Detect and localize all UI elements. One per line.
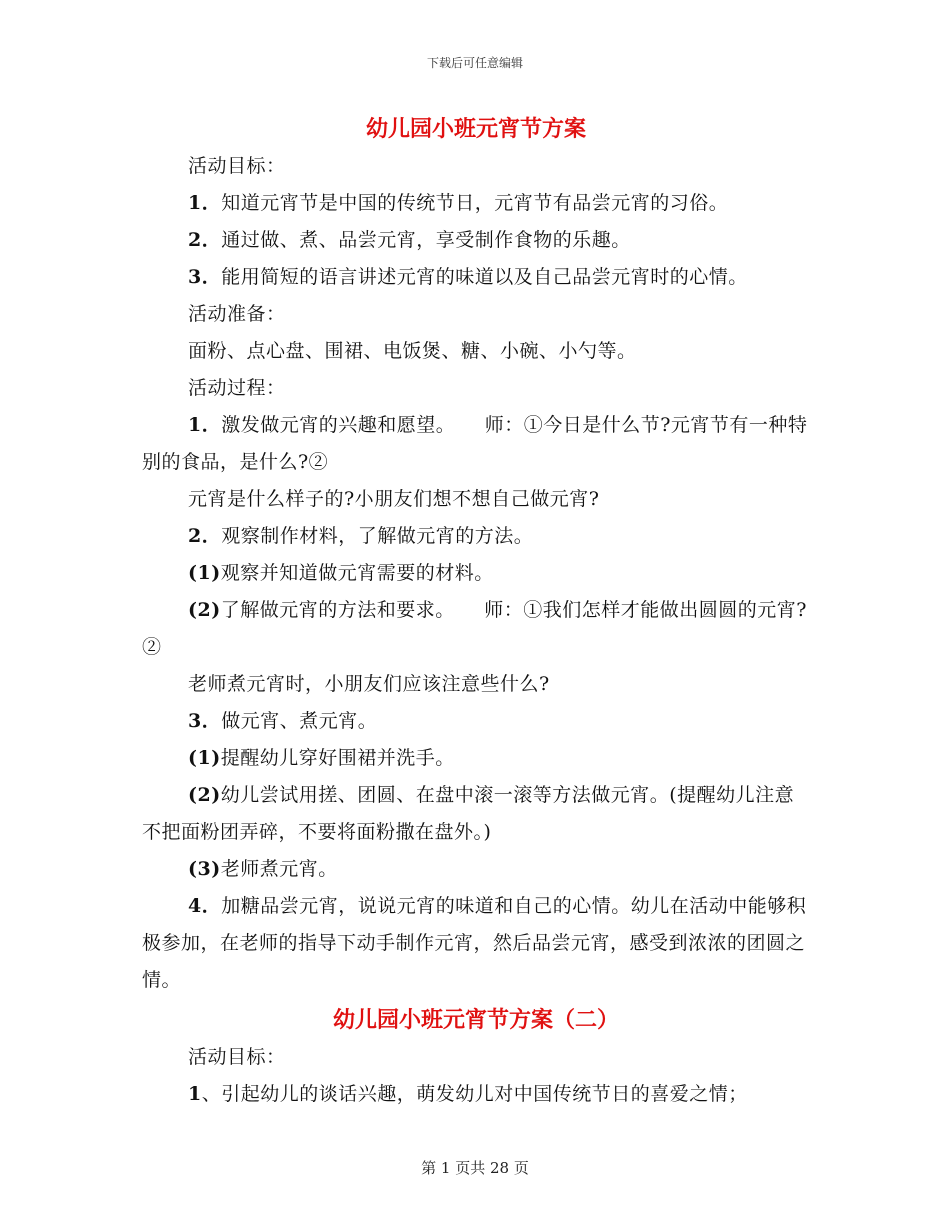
step-number: 1． <box>188 414 222 436</box>
preparation-heading: 活动准备： <box>188 303 286 325</box>
process-step-3-c <box>142 851 810 888</box>
goal-number: 3． <box>188 266 222 288</box>
step-number: 2． <box>188 525 222 547</box>
process-step-1-continued: 元宵是什么样子的?小朋友们想不想自己做元宵? <box>188 488 600 510</box>
substep-number: (1) <box>188 562 221 584</box>
document-body <box>142 110 810 1113</box>
goal-text: 知道元宵节是中国的传统节日，元宵节有品尝元宵的习俗。 <box>221 192 729 214</box>
step-text: 加糖品尝元宵，说说元宵的味道和自己的心情。幼儿在活动中能够积极参加，在老师的指导下动手制作元宵，然后品尝元宵，感受到浓浓的团圆之情。 <box>142 895 807 991</box>
goal-item-3 <box>142 259 810 296</box>
second-section-title: 幼儿园小班元宵节方案（二） <box>332 1007 619 1033</box>
header-note: 下载后可任意编辑 <box>426 56 523 70</box>
goal-item-1 <box>142 185 810 222</box>
substep-number: (3) <box>188 858 221 880</box>
substep-text: 幼儿尝试用搓、团圆、在盘中滚一滚等方法做元宵。(提醒幼儿注意不把面粉团弄碎，不要将面粉撒在盘外。) <box>142 784 795 843</box>
process-step-2-continued: 老师煮元宵时，小朋友们应该注意些什么? <box>188 673 550 695</box>
substep-text: 了解做元宵的方法和要求。 师：①我们怎样才能做出圆圆的元宵?② <box>142 599 807 658</box>
process-step-2 <box>142 518 810 555</box>
goals-heading-2: 活动目标： <box>188 1046 286 1068</box>
process-step-3-a <box>142 740 810 777</box>
step-text: 观察制作材料，了解做元宵的方法。 <box>221 525 534 547</box>
goal-item-2 <box>142 222 810 259</box>
page-number-footer: 第 1 页共 28 页 <box>421 1159 529 1177</box>
substep-number: (1) <box>188 747 221 769</box>
substep-number: (2) <box>188 784 221 806</box>
preparation-items: 面粉、点心盘、围裙、电饭煲、糖、小碗、小勺等。 <box>188 340 637 362</box>
goal-text: 通过做、煮、品尝元宵，享受制作食物的乐趣。 <box>221 229 631 251</box>
step-number: 3． <box>188 710 222 732</box>
process-step-2-b <box>142 592 810 666</box>
goal-number: 1 <box>188 1083 202 1105</box>
goal-text: 、引起幼儿的谈话兴趣，萌发幼儿对中国传统节日的喜爱之情； <box>201 1083 748 1105</box>
substep-text: 老师煮元宵。 <box>220 858 338 880</box>
process-step-2-a <box>142 555 810 592</box>
step-text: 做元宵、煮元宵。 <box>221 710 378 732</box>
step-text: 激发做元宵的兴趣和愿望。 师：①今日是什么节?元宵节有一种特别的食品，是什么?② <box>142 414 808 473</box>
goals-heading: 活动目标： <box>188 155 286 177</box>
step-number: 4． <box>188 895 222 917</box>
goal-text: 能用简短的语言讲述元宵的味道以及自己品尝元宵时的心情。 <box>221 266 748 288</box>
process-step-4 <box>142 888 810 999</box>
process-step-1 <box>142 407 810 481</box>
process-heading: 活动过程： <box>188 377 286 399</box>
process-step-3 <box>142 703 810 740</box>
process-step-3-b <box>142 777 810 851</box>
goal-number: 1． <box>188 192 222 214</box>
goal-number: 2． <box>188 229 222 251</box>
substep-text: 观察并知道做元宵需要的材料。 <box>220 562 494 584</box>
goal2-item-1 <box>142 1076 810 1113</box>
substep-text: 提醒幼儿穿好围裙并洗手。 <box>220 747 455 769</box>
substep-number: (2) <box>188 599 221 621</box>
document-title: 幼儿园小班元宵节方案 <box>365 116 586 142</box>
